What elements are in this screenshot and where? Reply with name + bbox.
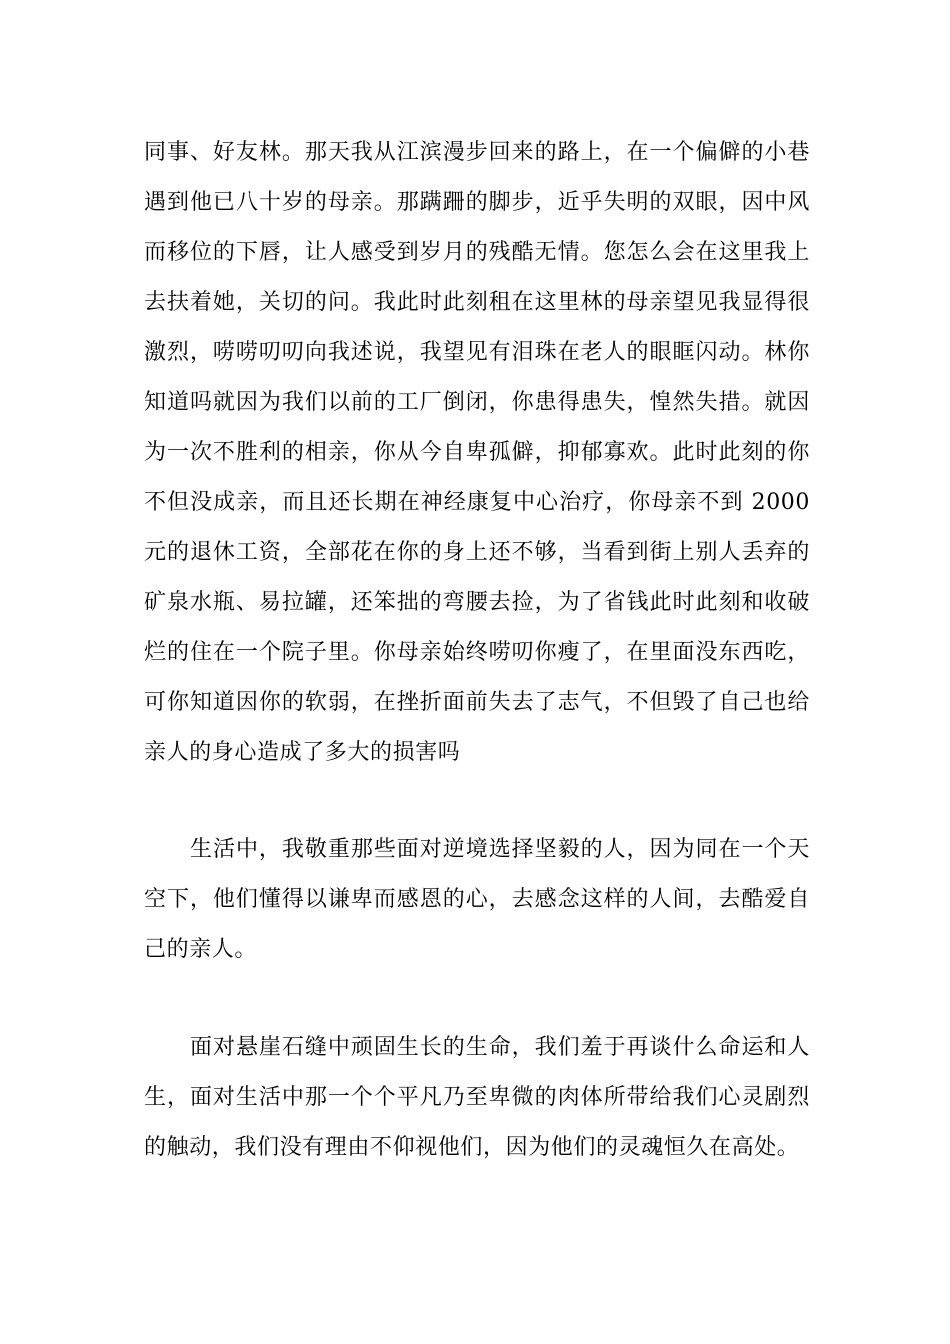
paragraph-1: 同事、好友林。那天我从江滨漫步回来的路上，在一个偏僻的小巷遇到他已八十岁的母亲。那蹒跚的脚步，近乎失明的双眼，因中风而移位的下唇，让人感受到岁月的残酷无情。您怎么会在这里我上去扶着她，关切的问。我此时此刻租在这里林的母亲望见我显得很激烈，唠唠叨叨向我述说，我望见有泪珠在老人的眼眶闪动。林你知道吗就因为我们以前的工厂倒闭，你患得患失，惶然失措。就因为一次不胜利的相亲，你从今自卑孤僻，抑郁寡欢。此时此刻的你不但没成亲，而且还长期在神经康复中心治疗，你母亲不到 2000 元的退休工资，全部花在你的身上还不够，当看到街上别人丢弃的矿泉水瓶、易拉罐，还笨拙的弯腰去捡，为了省钱此时此刻和收破烂的住在一个院子里。你母亲始终唠叨你瘦了，在里面没东西吃，可你知道因你的软弱，在挫折面前失去了志气，不但毁了自己也给亲人的身心造成了多大的损害吗	[144, 140, 810, 765]
paragraph-3: 面对悬崖石缝中顽固生长的生命，我们羞于再谈什么命运和人生，面对生活中那一个个平凡乃至卑微的肉体所带给我们心灵剧烈的触动，我们没有理由不仰视他们，因为他们的灵魂恒久在高处。	[144, 1035, 810, 1160]
paragraph-2: 生活中，我敬重那些面对逆境选择坚毅的人，因为同在一个天空下，他们懂得以谦卑而感恩的心，去感念这样的人间，去酷爱自己的亲人。	[144, 837, 810, 962]
